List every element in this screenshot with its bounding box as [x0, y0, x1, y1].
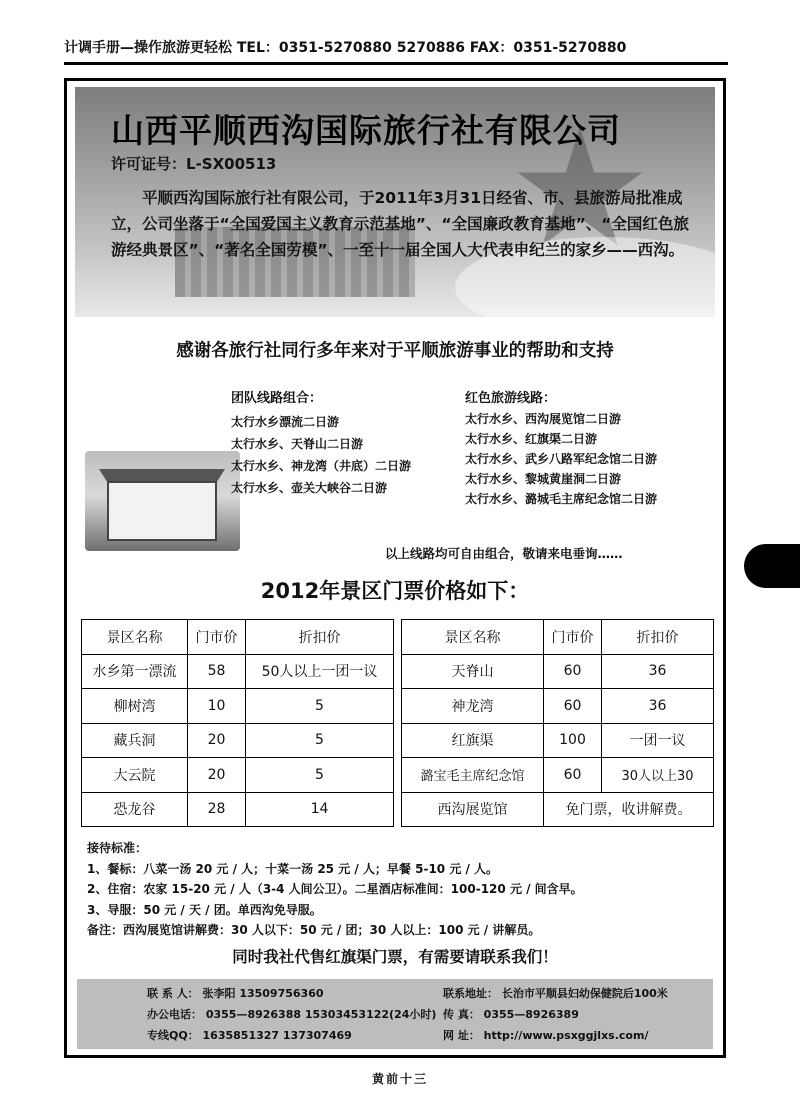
standards-title: 接待标准： [87, 841, 148, 855]
photo-house [107, 481, 217, 541]
table-row [82, 792, 714, 827]
table-cell: 恐龙谷 [82, 792, 188, 827]
table-cell: 60 [544, 689, 602, 724]
column-header: 门市价 [188, 620, 246, 655]
table-cell: 60 [544, 654, 602, 689]
column-header: 景区名称 [82, 620, 188, 655]
page-number: 黄前十三 [371, 1072, 428, 1086]
contact-office-phone: 办公电话： 0355—8926388 15303453122(24小时) [147, 1008, 437, 1021]
red-route-item: 太行水乡、西沟展览馆二日游 [465, 412, 622, 426]
contact-qq: 专线QQ： 1635851327 137307469 [147, 1029, 352, 1042]
table-gap [394, 620, 402, 655]
table-row [82, 689, 714, 724]
price-table-title: 2012年景区门票价格如下： [260, 579, 530, 603]
table-cell: 100 [544, 723, 602, 758]
agency-ticket-note: 同时我社代售红旗渠门票，有需要请联系我们！ [232, 948, 558, 966]
team-routes-title: 团队线路组合： [231, 391, 323, 406]
table-cell: 50人以上一团一议 [246, 654, 394, 689]
page-header: 计调手册—操作旅游更轻松 TEL：0351-5270880 5270886 FAX：0351-5270880 [64, 36, 728, 65]
column-header: 景区名称 [402, 620, 544, 655]
team-routes-list [231, 411, 411, 499]
standards-line: 1、餐标：八菜一汤 20 元 / 人；十菜一汤 25 元 / 人；早餐 5-10 元 / 人。 [87, 861, 499, 876]
reception-standards [87, 838, 583, 941]
ad-frame [64, 78, 726, 1058]
column-header: 折扣价 [602, 620, 714, 655]
museum-photo [85, 451, 240, 551]
table-cell: 水乡第一漂流 [82, 654, 188, 689]
table-gap [394, 792, 402, 827]
table-row [82, 758, 714, 793]
table-cell: 5 [246, 723, 394, 758]
table-cell: 大云院 [82, 758, 188, 793]
red-route-item: 太行水乡、红旗渠二日游 [465, 432, 598, 446]
table-row [82, 723, 714, 758]
contact-fax: 传 真： 0355—8926389 [443, 1008, 579, 1021]
team-route-item: 太行水乡漂流二日游 [231, 415, 340, 429]
contact-website[interactable]: 网 址： http://www.psxggjlxs.com/ [443, 1029, 649, 1042]
ticket-price-table [81, 619, 714, 827]
table-cell: 14 [246, 792, 394, 827]
column-header: 门市价 [544, 620, 602, 655]
table-cell: 一团一议 [602, 723, 714, 758]
table-cell: 36 [602, 654, 714, 689]
team-route-item: 太行水乡、天脊山二日游 [231, 437, 364, 451]
table-gap [394, 654, 402, 689]
red-routes-list [465, 409, 657, 509]
table-cell: 红旗渠 [402, 723, 544, 758]
table-cell: 10 [188, 689, 246, 724]
table-cell: 西沟展览馆 [402, 792, 544, 827]
hero-banner [75, 87, 715, 317]
thanks-slogan: 感谢各旅行社同行多年来对于平顺旅游事业的帮助和支持 [176, 341, 614, 361]
company-intro: 平顺西沟国际旅行社有限公司，于2011年3月31日经省、市、县旅游局批准成立，公司坐落于“全国爱国主义教育示范基地”、“全国廉政教育基地”、“全国红色旅游经典景区”、“著名全国劳模”、一至十一届全国人大代表申纪兰的家乡——西沟。 [111, 189, 689, 259]
team-route-item: 太行水乡、神龙湾（井底）二日游 [231, 459, 412, 473]
table-cell: 60 [544, 758, 602, 793]
page-edge-tab [744, 544, 800, 588]
red-route-item: 太行水乡、黎城黄崖洞二日游 [465, 472, 622, 486]
table-cell: 5 [246, 689, 394, 724]
contact-person: 联 系 人： 张李阳 13509756360 [147, 987, 324, 1000]
routes-note: 以上线路均可自由组合，敬请来电垂询…… [385, 546, 623, 561]
table-cell: 58 [188, 654, 246, 689]
company-title: 山西平顺西沟国际旅行社有限公司 [111, 111, 621, 150]
table-cell: 柳树湾 [82, 689, 188, 724]
table-cell: 20 [188, 723, 246, 758]
table-cell: 28 [188, 792, 246, 827]
table-cell: 天脊山 [402, 654, 544, 689]
red-route-item: 太行水乡、潞城毛主席纪念馆二日游 [465, 492, 658, 506]
table-cell: 36 [602, 689, 714, 724]
table-cell: 神龙湾 [402, 689, 544, 724]
table-row [82, 654, 714, 689]
contact-box [77, 979, 713, 1049]
red-route-item: 太行水乡、武乡八路军纪念馆二日游 [465, 452, 658, 466]
table-gap [394, 723, 402, 758]
column-header: 折扣价 [246, 620, 394, 655]
red-routes-title: 红色旅游线路： [465, 391, 557, 406]
table-cell: 20 [188, 758, 246, 793]
table-gap [394, 758, 402, 793]
table-cell: 藏兵洞 [82, 723, 188, 758]
standards-line: 3、导服：50 元 / 天 / 团。单西沟免导服。 [87, 902, 322, 917]
table-header-row [82, 620, 714, 655]
contact-address: 联系地址： 长治市平顺县妇幼保健院后100米 [443, 987, 668, 1000]
standards-line: 2、住宿：农家 15-20 元 / 人（3-4 人间公卫）。二星酒店标准间：100-120 元 / 间含早。 [87, 882, 583, 896]
table-cell: 30人以上30 [602, 758, 714, 793]
table-cell: 免门票，收讲解费。 [544, 792, 714, 827]
table-gap [394, 689, 402, 724]
license-number: 许可证号：L-SX00513 [111, 155, 277, 173]
standards-line: 备注：西沟展览馆讲解费：30 人以下：50 元 / 团；30 人以上：100 元 / 讲解员。 [87, 923, 541, 937]
table-cell: 潞宝毛主席纪念馆 [402, 758, 544, 793]
table-cell: 5 [246, 758, 394, 793]
team-route-item: 太行水乡、壶关大峡谷二日游 [231, 481, 388, 495]
